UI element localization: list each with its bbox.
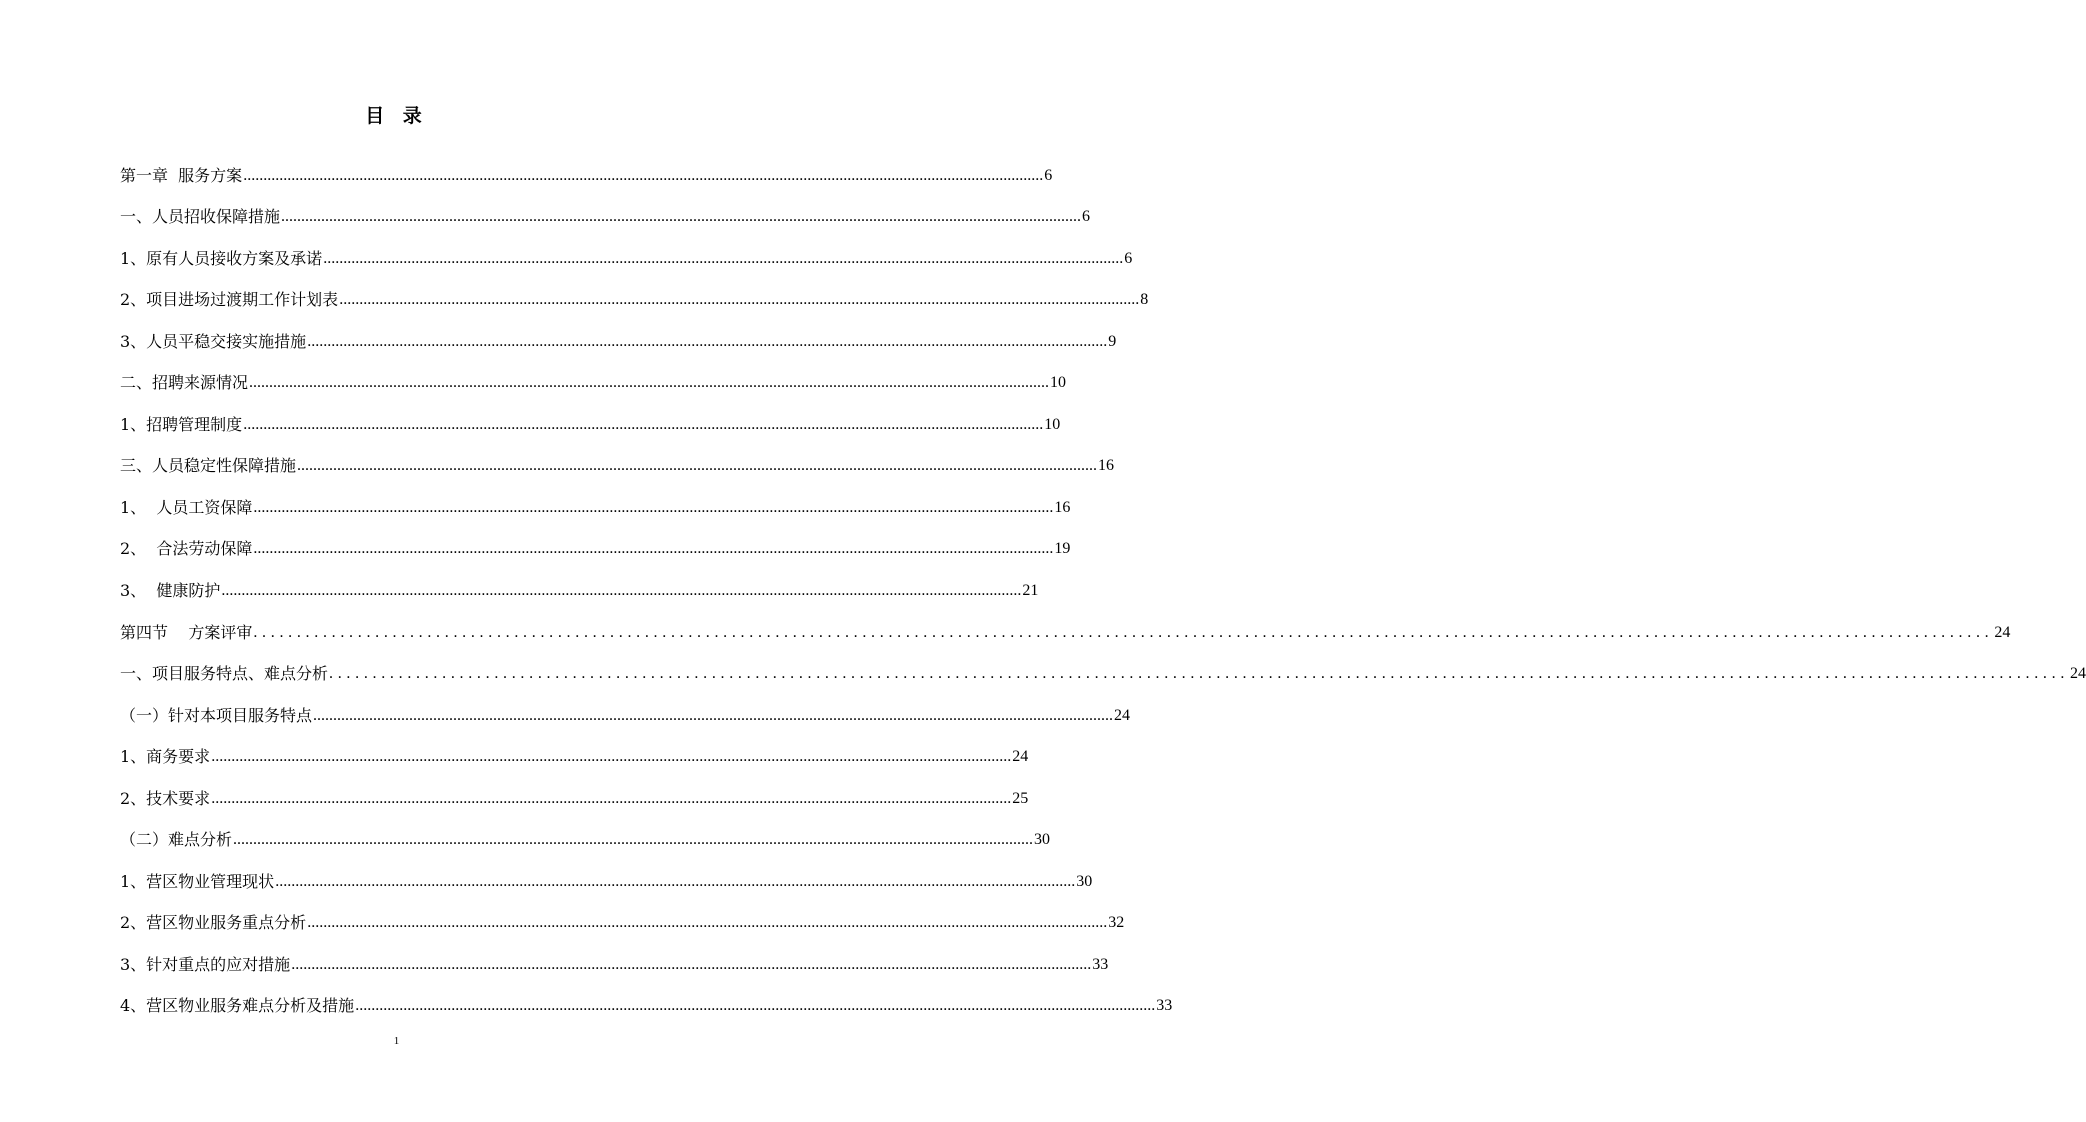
toc-dot-leader: ........................................................................................................................................................................................................ [281,208,1082,226]
toc-dot-leader: ........................................................................................................................................................................................................ [211,748,1012,766]
toc-entry-page-number: 10 [1044,415,1061,433]
toc-entry[interactable] [120,559,1039,601]
toc-entry-title: 第四节 方案评审 [120,622,253,642]
toc-entry-page-number: 6 [1082,208,1091,226]
toc-dot-leader: ........................................................................................................................................................................................................ [253,623,1994,641]
toc-entry-title: 2、营区物业服务重点分析 [120,913,307,933]
toc-entry-page-number: 25 [1012,789,1029,807]
toc-entry-title: 三、人员稳定性保障措施 [120,456,297,476]
toc-entry-title: （二）难点分析 [120,830,233,850]
toc-entry-page-number: 24 [2070,665,2086,683]
page-title: 目 录 [365,105,428,127]
page-number: 1 [393,1035,400,1047]
table-of-contents [120,144,2086,1016]
toc-entry-page-number: 24 [1994,623,2011,641]
toc-entry-page-number: 21 [1022,582,1039,600]
toc-entry-page-number: 8 [1140,291,1149,309]
toc-entry[interactable] [120,518,1071,560]
toc-entry-title: 3、针对重点的应对措施 [120,954,291,974]
toc-entry-page-number: 19 [1054,540,1071,558]
toc-entry-page-number: 10 [1050,374,1067,392]
toc-dot-leader: ........................................................................................................................................................................................................ [297,457,1098,475]
toc-dot-leader: ........................................................................................................................................................................................................ [307,914,1108,932]
toc-dot-leader: ........................................................................................................................................................................................................ [291,955,1092,973]
toc-entry-page-number: 30 [1076,872,1093,890]
toc-entry-page-number: 16 [1054,498,1071,516]
toc-entry[interactable] [120,643,2086,685]
toc-entry-page-number: 9 [1108,332,1117,350]
toc-entry-page-number: 6 [1124,249,1133,267]
toc-entry-title: 2、项目进场过渡期工作计划表 [120,290,339,310]
toc-entry-page-number: 6 [1044,166,1053,184]
toc-dot-leader: ........................................................................................................................................................................................................ [211,789,1012,807]
toc-entry[interactable] [120,975,1173,1017]
toc-entry-title: （一）针对本项目服务特点 [120,705,313,725]
toc-dot-leader: ........................................................................................................................................................................................................ [313,706,1114,724]
toc-dot-leader: ........................................................................................................................................................................................................ [339,291,1140,309]
toc-entry-title: 1、 人员工资保障 [120,497,253,517]
toc-entry[interactable] [120,352,1067,394]
toc-entry-title: 2、技术要求 [120,788,211,808]
toc-entry-title: 2、 合法劳动保障 [120,539,253,559]
toc-entry-page-number: 30 [1034,831,1051,849]
toc-dot-leader: ........................................................................................................................................................................................................ [253,498,1054,516]
toc-dot-leader: ........................................................................................................................................................................................................ [275,872,1076,890]
toc-entry[interactable] [120,767,1029,809]
toc-entry[interactable] [120,892,1125,934]
toc-entry-title: 3、 健康防护 [120,581,221,601]
toc-entry-title: 1、营区物业管理现状 [120,871,275,891]
toc-entry[interactable] [120,144,1053,186]
toc-dot-leader: ........................................................................................................................................................................................................ [307,332,1108,350]
toc-entry-title: 一、人员招收保障措施 [120,207,281,227]
toc-entry-page-number: 24 [1012,748,1029,766]
toc-dot-leader: ........................................................................................................................................................................................................ [243,415,1044,433]
toc-entry-page-number: 32 [1108,914,1125,932]
toc-entry-title: 一、项目服务特点、难点分析 [120,664,329,684]
toc-dot-leader: ........................................................................................................................................................................................................ [323,249,1124,267]
toc-entry[interactable] [120,310,1117,352]
toc-entry-title: 4、营区物业服务难点分析及措施 [120,996,355,1016]
toc-entry[interactable] [120,269,1149,311]
toc-entry[interactable] [120,476,1071,518]
toc-entry-page-number: 33 [1156,997,1173,1015]
toc-entry[interactable] [120,809,1051,851]
toc-entry-title: 1、原有人员接收方案及承诺 [120,248,323,268]
toc-entry[interactable] [120,227,1133,269]
toc-entry[interactable] [120,186,1091,228]
toc-entry[interactable] [120,393,1061,435]
toc-entry[interactable] [120,684,1131,726]
toc-entry-title: 二、招聘来源情况 [120,373,249,393]
toc-entry[interactable] [120,933,1109,975]
toc-dot-leader: ........................................................................................................................................................................................................ [221,582,1022,600]
toc-entry-title: 第一章 服务方案 [120,165,243,185]
toc-entry-title: 1、招聘管理制度 [120,414,243,434]
toc-entry[interactable] [120,435,1115,477]
toc-dot-leader: ........................................................................................................................................................................................................ [355,997,1156,1015]
toc-dot-leader: ........................................................................................................................................................................................................ [249,374,1050,392]
toc-entry-page-number: 24 [1114,706,1131,724]
toc-dot-leader: ........................................................................................................................................................................................................ [253,540,1054,558]
toc-entry[interactable] [120,726,1029,768]
toc-entry-title: 1、商务要求 [120,747,211,767]
toc-entry-page-number: 16 [1098,457,1115,475]
toc-entry[interactable] [120,601,2011,643]
toc-entry[interactable] [120,850,1093,892]
toc-entry-page-number: 33 [1092,955,1109,973]
toc-dot-leader: ........................................................................................................................................................................................................ [243,166,1044,184]
toc-dot-leader: ........................................................................................................................................................................................................ [233,831,1034,849]
toc-dot-leader: ........................................................................................................................................................................................................ [329,665,2070,683]
toc-entry-title: 3、人员平稳交接实施措施 [120,331,307,351]
